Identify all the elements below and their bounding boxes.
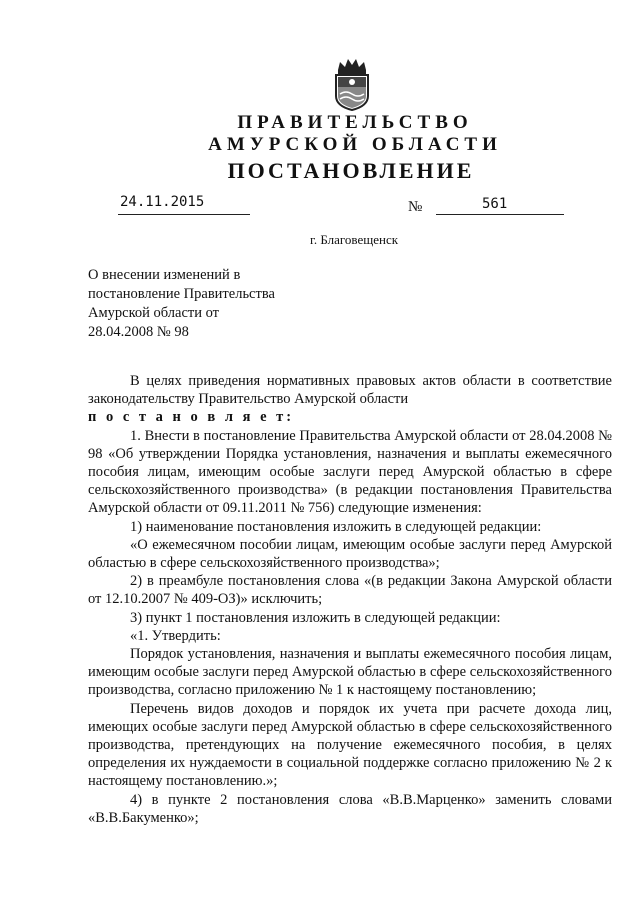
body-paragraph: 1. Внести в постановление Правительства Амурской области от 28.04.2008 № 98 «Об утверждении Порядка установления, назначения и выплаты ежемесячного пособия лицам, имеющим особые заслуги перед Амурской областью в сфере сельскохозяйственного производства» (в редакции постановления Правительства Амурской области от 09.11.2011 № 756) следующие изменения:	[88, 427, 612, 517]
coat-of-arms-icon	[328, 56, 376, 112]
document-type-title: ПОСТАНОВЛЕНИЕ	[227, 158, 475, 183]
document-date: 24.11.2015	[120, 194, 205, 210]
city-label: г. Благовещенск	[310, 232, 399, 247]
subject-line: Амурской области от	[88, 305, 220, 321]
subject-line: 28.04.2008 № 98	[88, 324, 189, 340]
government-title: ПРАВИТЕЛЬСТВО	[237, 112, 473, 133]
document-body	[88, 372, 612, 827]
body-paragraph: 4) в пункте 2 постановления слова «В.В.Марценко» заменить словами «В.В.Бакуменко»;	[88, 791, 612, 826]
body-paragraph: 2) в преамбуле постановления слова «(в редакции Закона Амурской области от 12.10.2007 № 409-ОЗ)» исключить;	[88, 573, 612, 608]
intro-paragraph: В целях приведения нормативных правовых актов области в соответствие законодательству Правительство Амурской области	[88, 373, 612, 408]
region-title: АМУРСКОЙ ОБЛАСТИ	[208, 134, 502, 155]
body-paragraph: 3) пункт 1 постановления изложить в следующей редакции:	[130, 609, 501, 626]
body-paragraph: «1. Утвердить:	[130, 627, 221, 644]
body-paragraph: «О ежемесячном пособии лицам, имеющим особые заслуги перед Амурской областью в сфере сельскохозяйственного производства»;	[88, 536, 612, 572]
subject-line: О внесении изменений в	[88, 267, 241, 283]
decree-word: п о с т а н о в л я е т:	[88, 409, 295, 426]
body-paragraph: 1) наименование постановления изложить в следующей редакции:	[130, 518, 542, 535]
body-paragraph: Порядок установления, назначения и выплаты ежемесячного пособия лицам, имеющим особые заслуги перед Амурской областью в сфере сельскохозяйственного производства, согласно приложению № 1 к настоящему постановлению;	[88, 646, 612, 699]
date-underline	[118, 214, 250, 215]
body-paragraph: Перечень видов доходов и порядок их учета при расчете дохода лиц, имеющих особые заслуги перед Амурской областью в сфере сельскохозяйственного производства, претендующих на получение ежемесячного пособия, в целях определения их нуждаемости в социальной поддержке согласно приложению № 2 к настоящему постановлению.»;	[88, 700, 612, 790]
number-sign: №	[408, 199, 423, 215]
document-number: 561	[482, 196, 508, 212]
number-underline	[436, 214, 564, 215]
subject-line: постановление Правительства	[88, 286, 275, 302]
document-subject	[88, 266, 328, 342]
